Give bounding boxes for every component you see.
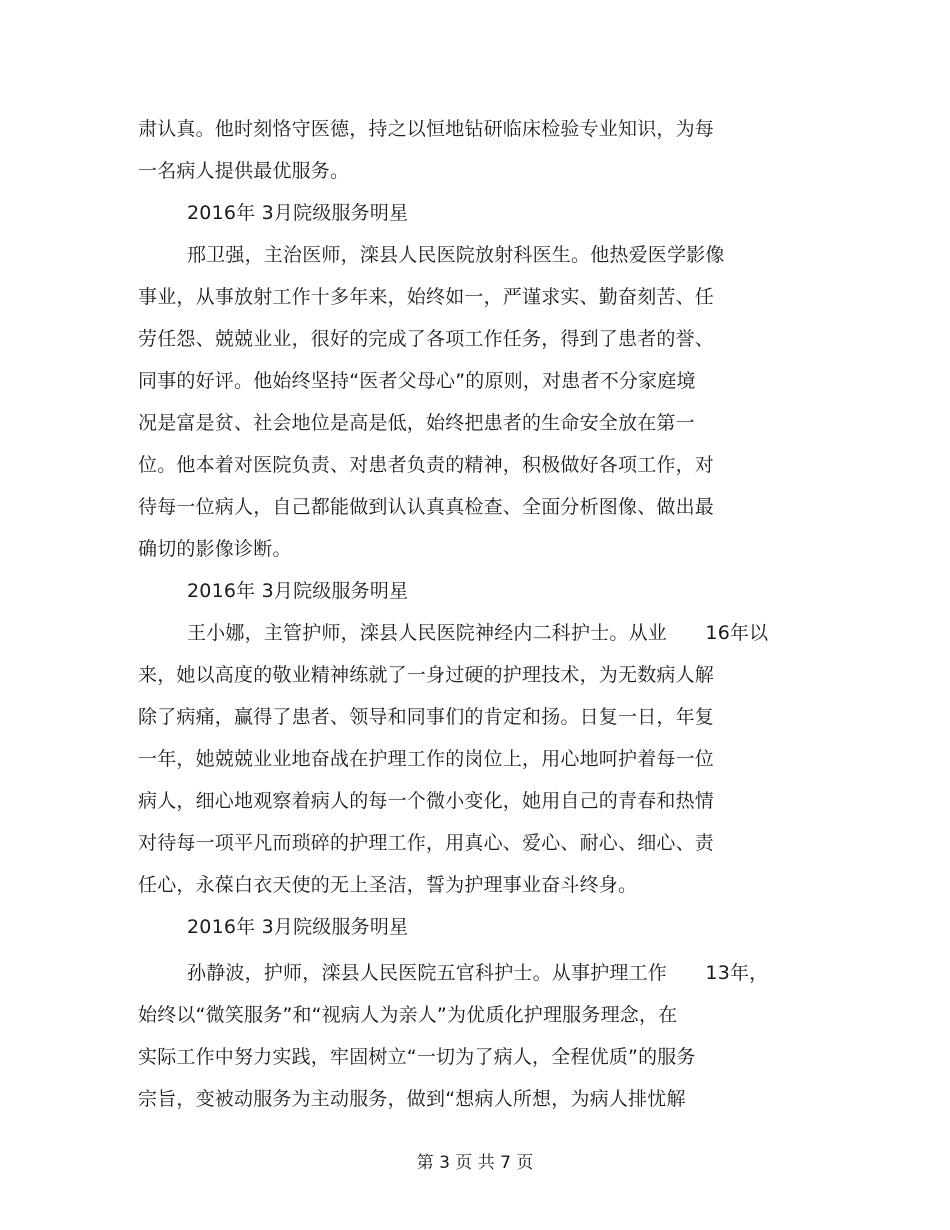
section-heading: 2016年 3月院级服务明星 bbox=[187, 202, 409, 224]
text-line: 对待每一项平凡而琐碎的护理工作，用真心、爱心、耐心、细心、责 bbox=[138, 832, 715, 854]
text-line: 待每一位病人，自己都能做到认认真真检查、全面分析图像、做出最 bbox=[138, 496, 715, 518]
text-line: 一名病人提供最优服务。 bbox=[138, 160, 350, 182]
text-line: 病人，细心地观察着病人的每一个微小变化，她用自己的青春和热情 bbox=[138, 790, 715, 812]
footer-prefix: 第 bbox=[416, 1153, 434, 1173]
text-line: 孙静波，护师，滦县人民医院五官科护士。从事护理工作 13年， bbox=[187, 962, 769, 984]
footer-page-number: 3 bbox=[439, 1153, 450, 1173]
text-line: 邢卫强，主治医师，滦县人民医院放射科医生。他热爱医学影像 bbox=[187, 244, 725, 266]
section-heading: 2016年 3月院级服务明星 bbox=[187, 580, 409, 602]
text-line: 确切的影像诊断。 bbox=[138, 538, 292, 560]
text-line: 肃认真。他时刻恪守医德，持之以恒地钻研临床检验专业知识，为每 bbox=[138, 118, 715, 140]
text-line: 况是富是贫、社会地位是高是低，始终把患者的生命安全放在第一 bbox=[138, 412, 695, 434]
text-line: 事业，从事放射工作十多年来，始终如一，严谨求实、勤奋刻苦、任 bbox=[138, 286, 715, 308]
text-line: 宗旨，变被动服务为主动服务，做到“想病人所想，为病人排忧解 bbox=[138, 1088, 686, 1110]
text-line: 实际工作中努力实践，牢固树立“一切为了病人，全程优质”的服务 bbox=[138, 1046, 696, 1068]
footer-total-pages: 7 bbox=[500, 1153, 511, 1173]
section-heading: 2016年 3月院级服务明星 bbox=[187, 916, 409, 938]
text-line: 王小娜，主管护师，滦县人民医院神经内二科护士。从业 16年以 bbox=[187, 622, 769, 644]
text-line: 位。他本着对医院负责、对患者负责的精神，积极做好各项工作，对 bbox=[138, 454, 715, 476]
text-line: 来，她以高度的敬业精神练就了一身过硬的护理技术，为无数病人解 bbox=[138, 664, 715, 686]
text-line: 劳任怨、兢兢业业，很好的完成了各项工作任务，得到了患者的誉、 bbox=[138, 328, 715, 350]
text-line: 同事的好评。他始终坚持“医者父母心”的原则，对患者不分家庭境 bbox=[138, 370, 696, 392]
text-line: 始终以“微笑服务”和“视病人为亲人”为优质化护理服务理念，在 bbox=[138, 1004, 678, 1026]
text-line: 除了病痛，赢得了患者、领导和同事们的肯定和扬。日复一日，年复 bbox=[138, 706, 715, 728]
footer-middle: 页 共 bbox=[455, 1153, 495, 1173]
footer-suffix: 页 bbox=[516, 1153, 534, 1173]
text-line: 任心，永葆白衣天使的无上圣洁，誓为护理事业奋斗终身。 bbox=[138, 874, 638, 896]
text-line: 一年，她兢兢业业地奋战在护理工作的岗位上，用心地呵护着每一位 bbox=[138, 748, 715, 770]
page-footer bbox=[0, 1152, 950, 1174]
